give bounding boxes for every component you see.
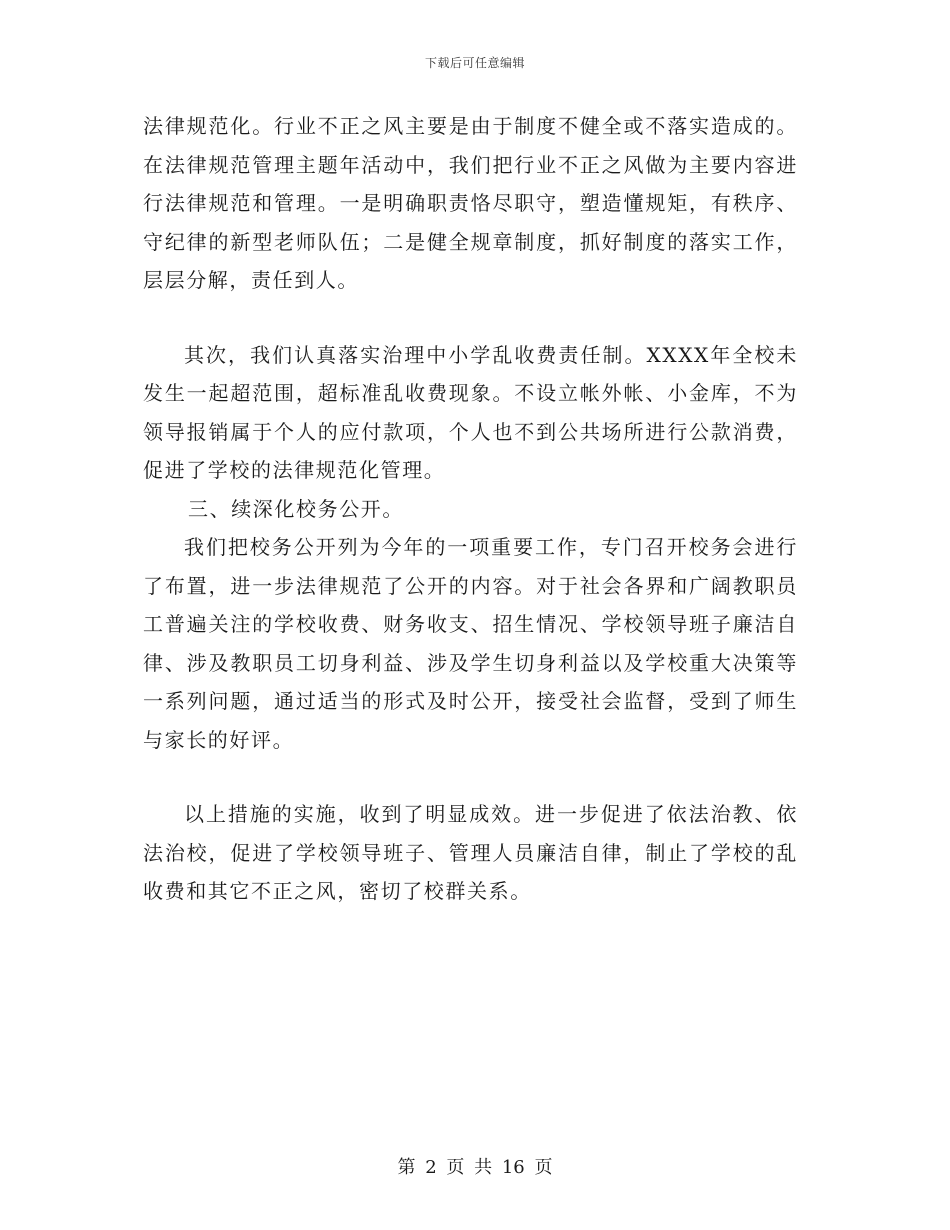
paragraph-4: 以上措施的实施，收到了明显成效。进一步促进了依法治教、依法治校，促进了学校领导班子、管理人员廉洁自律，制止了学校的乱收费和其它不正之风，密切了校群关系。 — [143, 802, 798, 903]
paragraph-gap — [143, 300, 798, 336]
document-body — [143, 107, 798, 911]
page-number: 第 2 页 共 16 页 — [397, 1157, 553, 1178]
paragraph-1: 法律规范化。行业不正之风主要是由于制度不健全或不落实造成的。在法律规范管理主题年活动中，我们把行业不正之风做为主要内容进行法律规范和管理。一是明确职责恪尽职守，塑造懂规矩，有秩序、守纪律的新型老师队伍；二是健全规章制度，抓好制度的落实工作，层层分解，责任到人。 — [143, 114, 798, 292]
paragraph-2: 其次，我们认真落实治理中小学乱收费责任制。XXXX年全校未发生一起超范围，超标准乱收费现象。不设立帐外帐、小金库，不为领导报销属于个人的应付款项，个人也不到公共场所进行公款消费，促进了学校的法律规范化管理。 — [143, 342, 798, 482]
section-heading: 三、续深化校务公开。 — [188, 496, 404, 521]
page-header: 下载后可任意编辑 — [424, 56, 525, 70]
paragraph-gap — [143, 759, 798, 795]
paragraph-3: 我们把校务公开列为今年的一项重要工作，专门召开校务会进行了布置，进一步法律规范了公开的内容。对于社会各界和广阔教职员工普遍关注的学校收费、财务收支、招生情况、学校领导班子廉洁自律、涉及教职员工切身利益、涉及学生切身利益以及学校重大决策等一系列问题，通过适当的形式及时公开，接受社会监督，受到了师生与家长的好评。 — [143, 535, 798, 752]
